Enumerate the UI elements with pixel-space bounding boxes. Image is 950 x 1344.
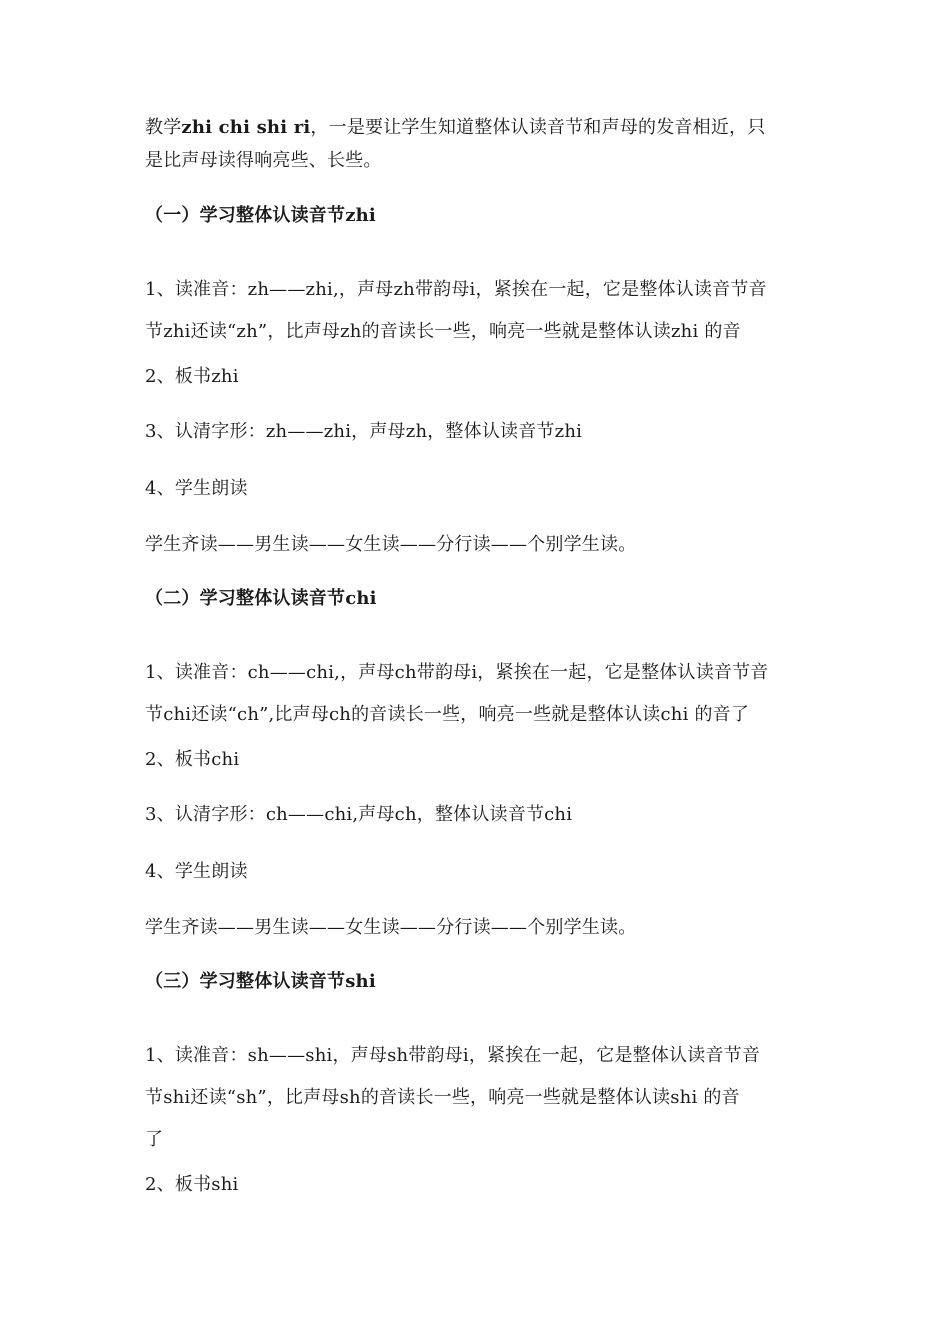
section-heading-shi: （三）学习整体认读音节shi [145,971,376,992]
section-zhi-step2: 2、板书zhi [145,366,239,387]
section-chi-reading: 学生齐读——男生读——女生读——分行读——个别学生读。 [145,917,637,938]
section-chi-step3: 3、认清字形：ch——chi,声母ch，整体认读音节chi [145,804,573,825]
section-chi-step1-line2: 节chi还读“ch”,比声母ch的音读长一些，响亮一些就是整体认读chi 的音了 [145,704,750,725]
intro-syllables: zhi chi shi ri [181,117,311,138]
section-zhi-step3: 3、认清字形：zh——zhi，声母zh，整体认读音节zhi [145,421,583,442]
section-chi-step4: 4、学生朗读 [145,861,248,882]
section-shi-step2: 2、板书shi [145,1174,239,1195]
section-shi-step1-line3: 了 [145,1129,164,1150]
section-chi-step2: 2、板书chi [145,749,240,770]
section-zhi-reading: 学生齐读——男生读——女生读——分行读——个别学生读。 [145,534,637,555]
section-chi-step1-line1: 1、读准音：ch——chi,，声母ch带韵母i，紧挨在一起，它是整体认读音节音 [145,662,769,683]
section-zhi-step4: 4、学生朗读 [145,478,248,499]
section-shi-step1-line1: 1、读准音：sh——shi，声母sh带韵母i，紧挨在一起，它是整体认读音节音 [145,1045,761,1066]
section-zhi-step1-line1: 1、读准音：zh——zhi,，声母zh带韵母i，紧挨在一起，它是整体认读音节音 [145,279,767,300]
intro-rest: ，一是要让学生知道整体认读音节和声母的发音相近，只 [310,117,766,138]
intro-line-2: 是比声母读得响亮些、长些。 [145,150,382,171]
section-zhi-step1-line2: 节zhi还读“zh”，比声母zh的音读长一些，响亮一些就是整体认读zhi 的音 [145,321,741,342]
section-heading-chi: （二）学习整体认读音节chi [145,588,377,609]
section-heading-zhi: （一）学习整体认读音节zhi [145,205,376,226]
section-shi-step1-line2: 节shi还读“sh”，比声母sh的音读长一些，响亮一些就是整体认读shi 的音 [145,1087,740,1108]
intro-line-1 [145,117,815,139]
intro-prefix: 教学 [145,117,182,138]
